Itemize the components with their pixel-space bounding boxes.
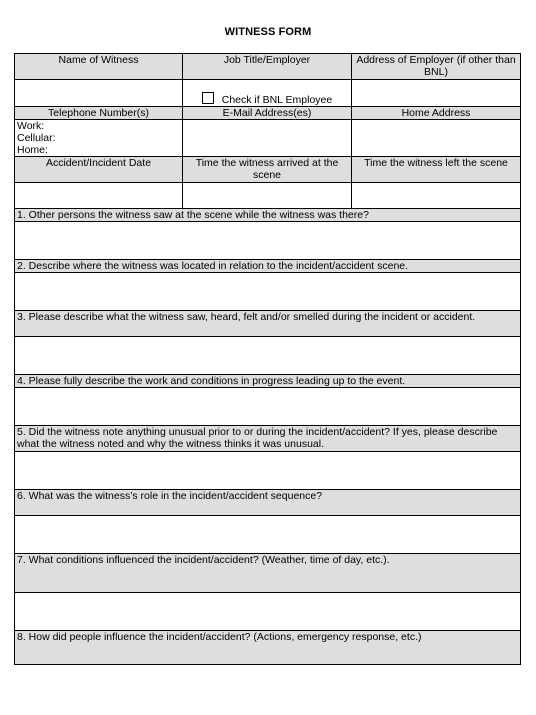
incident-date-field[interactable] (15, 183, 183, 209)
home-address-field[interactable] (352, 120, 521, 157)
answer-1-field[interactable] (15, 222, 521, 260)
job-title-header: Job Title/Employer (183, 54, 352, 80)
home-address-header: Home Address (352, 107, 521, 120)
question-7: 7. What conditions influenced the incident/accident? (Weather, time of day, etc.). (15, 554, 521, 593)
question-4: 4. Please fully describe the work and conditions in progress leading up to the event. (15, 375, 521, 388)
employer-address-header: Address of Employer (if other than BNL) (352, 54, 521, 80)
question-6: 6. What was the witness’s role in the incident/accident sequence? (15, 490, 521, 516)
telephone-header: Telephone Number(s) (15, 107, 183, 120)
answer-7-field[interactable] (15, 593, 521, 631)
time-left-header: Time the witness left the scene (352, 157, 521, 183)
phone-home-label: Home: (17, 144, 48, 156)
name-of-witness-header: Name of Witness (15, 54, 183, 80)
telephone-field[interactable] (15, 120, 183, 157)
name-of-witness-field[interactable] (15, 80, 183, 107)
phone-cellular-label: Cellular: (17, 132, 56, 144)
email-header: E-Mail Address(es) (183, 107, 352, 120)
question-1: 1. Other persons the witness saw at the scene while the witness was there? (15, 209, 521, 222)
answer-4-field[interactable] (15, 388, 521, 426)
question-5: 5. Did the witness note anything unusual prior to or during the incident/accident? If yes, please describe what the witness noted and why the witness thinks it was unusual. (15, 426, 521, 452)
time-arrived-field[interactable] (183, 183, 352, 209)
phone-work-label: Work: (17, 120, 45, 132)
question-8: 8. How did people influence the incident/accident? (Actions, emergency response, etc.) (15, 631, 521, 665)
bnl-employee-checkbox[interactable] (202, 92, 214, 104)
form-title: WITNESS FORM (224, 26, 312, 38)
bnl-employee-checkbox-cell (183, 80, 352, 107)
bnl-employee-checkbox-label: Check if BNL Employee (221, 94, 333, 106)
incident-date-header: Accident/Incident Date (15, 157, 183, 183)
answer-6-field[interactable] (15, 516, 521, 554)
answer-3-field[interactable] (15, 337, 521, 375)
question-2: 2. Describe where the witness was located in relation to the incident/accident scene. (15, 260, 521, 273)
question-3: 3. Please describe what the witness saw, heard, felt and/or smelled during the incident or accident. (15, 311, 521, 337)
time-left-field[interactable] (352, 183, 521, 209)
time-arrived-header: Time the witness arrived at the scene (183, 157, 352, 183)
witness-form-table (14, 53, 521, 665)
answer-2-field[interactable] (15, 273, 521, 311)
answer-5-field[interactable] (15, 452, 521, 490)
employer-address-field[interactable] (352, 80, 521, 107)
email-field[interactable] (183, 120, 352, 157)
